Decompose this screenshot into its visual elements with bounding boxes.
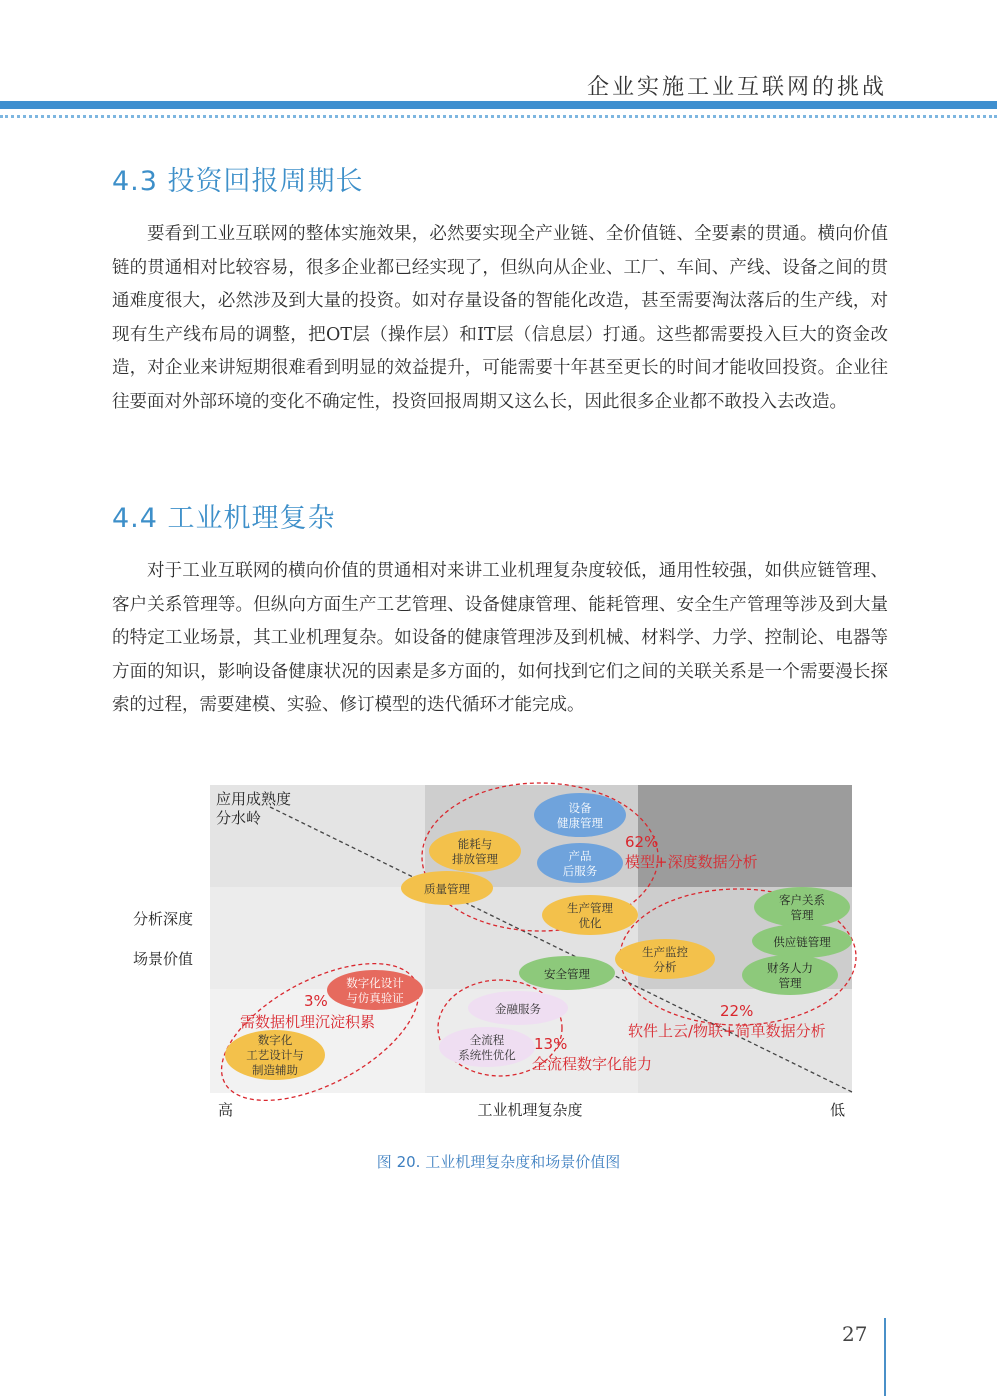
y-label-scene-value: 场景价值 xyxy=(133,950,194,968)
svg-text:管理: 管理 xyxy=(790,908,814,922)
complexity-value-figure xyxy=(130,782,890,1127)
watershed-label-line2: 分水岭 xyxy=(216,809,262,827)
x-label-high: 高 xyxy=(218,1101,234,1119)
group-22-pct: 22% xyxy=(720,1002,754,1020)
svg-text:客户关系: 客户关系 xyxy=(779,893,825,907)
svg-text:制造辅助: 制造辅助 xyxy=(252,1063,298,1077)
x-label-complexity: 工业机理复杂度 xyxy=(477,1101,583,1119)
svg-text:能耗与: 能耗与 xyxy=(457,837,493,851)
svg-text:产品: 产品 xyxy=(568,849,592,863)
svg-text:与仿真验证: 与仿真验证 xyxy=(346,991,404,1005)
figure-caption: 图 20. 工业机理复杂度和场景价值图 xyxy=(376,1153,621,1171)
svg-text:全流程: 全流程 xyxy=(469,1033,505,1047)
page-number-rule xyxy=(884,1318,886,1396)
svg-text:安全管理: 安全管理 xyxy=(544,967,590,981)
page-number: 27 xyxy=(842,1322,868,1346)
svg-text:供应链管理: 供应链管理 xyxy=(773,935,831,949)
svg-text:系统性优化: 系统性优化 xyxy=(458,1048,516,1062)
bubble-production-mgmt xyxy=(542,895,638,935)
svg-text:健康管理: 健康管理 xyxy=(557,816,603,830)
svg-text:数字化设计: 数字化设计 xyxy=(346,976,404,990)
running-header-title: 企业实施工业互联网的挑战 xyxy=(586,75,887,100)
group-13-pct: 13% xyxy=(534,1035,568,1053)
svg-text:数字化: 数字化 xyxy=(257,1033,293,1047)
bubble-customer-relation xyxy=(754,887,850,927)
header-bar xyxy=(0,101,997,109)
x-label-low: 低 xyxy=(830,1101,846,1119)
bubble-quality xyxy=(401,871,493,905)
svg-text:排放管理: 排放管理 xyxy=(452,852,498,866)
section-title-4-3: 4.3 投资回报周期长 xyxy=(112,166,364,197)
watershed-label-line1: 应用成熟度 xyxy=(216,790,292,808)
group-62-pct: 62% xyxy=(625,833,659,851)
svg-text:生产监控: 生产监控 xyxy=(642,945,688,959)
bubble-finance-service xyxy=(468,991,568,1025)
bubble-digital-craft xyxy=(225,1030,325,1080)
y-label-analysis-depth: 分析深度 xyxy=(133,910,194,928)
bubble-safety xyxy=(519,956,615,990)
bubble-supply-chain xyxy=(752,924,852,958)
header-dotted-rule xyxy=(0,115,997,118)
section-title-4-4: 4.4 工业机理复杂 xyxy=(112,503,336,534)
bubble-finance-hr xyxy=(742,955,838,995)
grid-cell-top-right xyxy=(638,785,852,887)
figure-canvas xyxy=(130,782,890,1127)
bubble-digital-design xyxy=(327,970,423,1010)
section-paragraph-4-4: 对于工业互联网的横向价值的贯通相对来讲工业机理复杂度较低，通用性较强，如供应链管理、客户关系管理等。但纵向方面生产工艺管理、设备健康管理、能耗管理、安全生产管理等涉及到大量的特定工业场景，其工业机理复杂。如设备的健康管理涉及到机械、材料学、力学、控制论、电器等方面的知识，影响设备健康状况的因素是多方面的，如何找到它们之间的关联关系是一个需要漫长探索的过程，需要建模、实验、修订模型的迭代循环才能完成。 xyxy=(112,561,888,716)
svg-text:工艺设计与: 工艺设计与 xyxy=(246,1048,304,1062)
svg-text:优化: 优化 xyxy=(578,916,602,930)
group-62-label: 模型+深度数据分析 xyxy=(625,853,758,871)
bubble-product-service xyxy=(537,843,623,883)
svg-text:设备: 设备 xyxy=(568,801,592,815)
bubble-energy-emission xyxy=(429,830,521,872)
section-paragraph-4-3: 要看到工业互联网的整体实施效果，必然要实现全产业链、全价值链、全要素的贯通。横向价值链的贯通相对比较容易，很多企业都已经实现了，但纵向从企业、工厂、车间、产线、设备之间的贯通难度很大，必然涉及到大量的投资。如对存量设备的智能化改造，甚至需要淘汰落后的生产线，对现有生产线布局的调整，把OT层（操作层）和IT层（信息层）打通。这些都需要投入巨大的资金改造，对企业来讲短期很难看到明显的效益提升，可能需要十年甚至更长的时间才能收回投资。企业往往要面对外部环境的变化不确定性，投资回报周期又这么长，因此很多企业都不敢投入去改造。 xyxy=(112,224,888,412)
svg-text:管理: 管理 xyxy=(778,976,802,990)
bubble-process-optimization xyxy=(439,1027,535,1067)
svg-text:金融服务: 金融服务 xyxy=(495,1002,541,1016)
svg-text:财务人力: 财务人力 xyxy=(767,961,813,975)
group-3-pct: 3% xyxy=(304,992,328,1010)
svg-text:质量管理: 质量管理 xyxy=(424,882,470,896)
svg-text:后服务: 后服务 xyxy=(562,864,598,878)
group-3-label: 需数据机理沉淀积累 xyxy=(240,1013,376,1031)
svg-text:生产管理: 生产管理 xyxy=(567,901,613,915)
svg-text:分析: 分析 xyxy=(653,960,677,974)
group-13-label: 全流程数字化能力 xyxy=(532,1055,653,1073)
bubble-equipment-health xyxy=(534,793,626,837)
bubble-production-monitoring xyxy=(615,939,715,979)
group-22-label: 软件上云/物联+简单数据分析 xyxy=(628,1022,826,1040)
